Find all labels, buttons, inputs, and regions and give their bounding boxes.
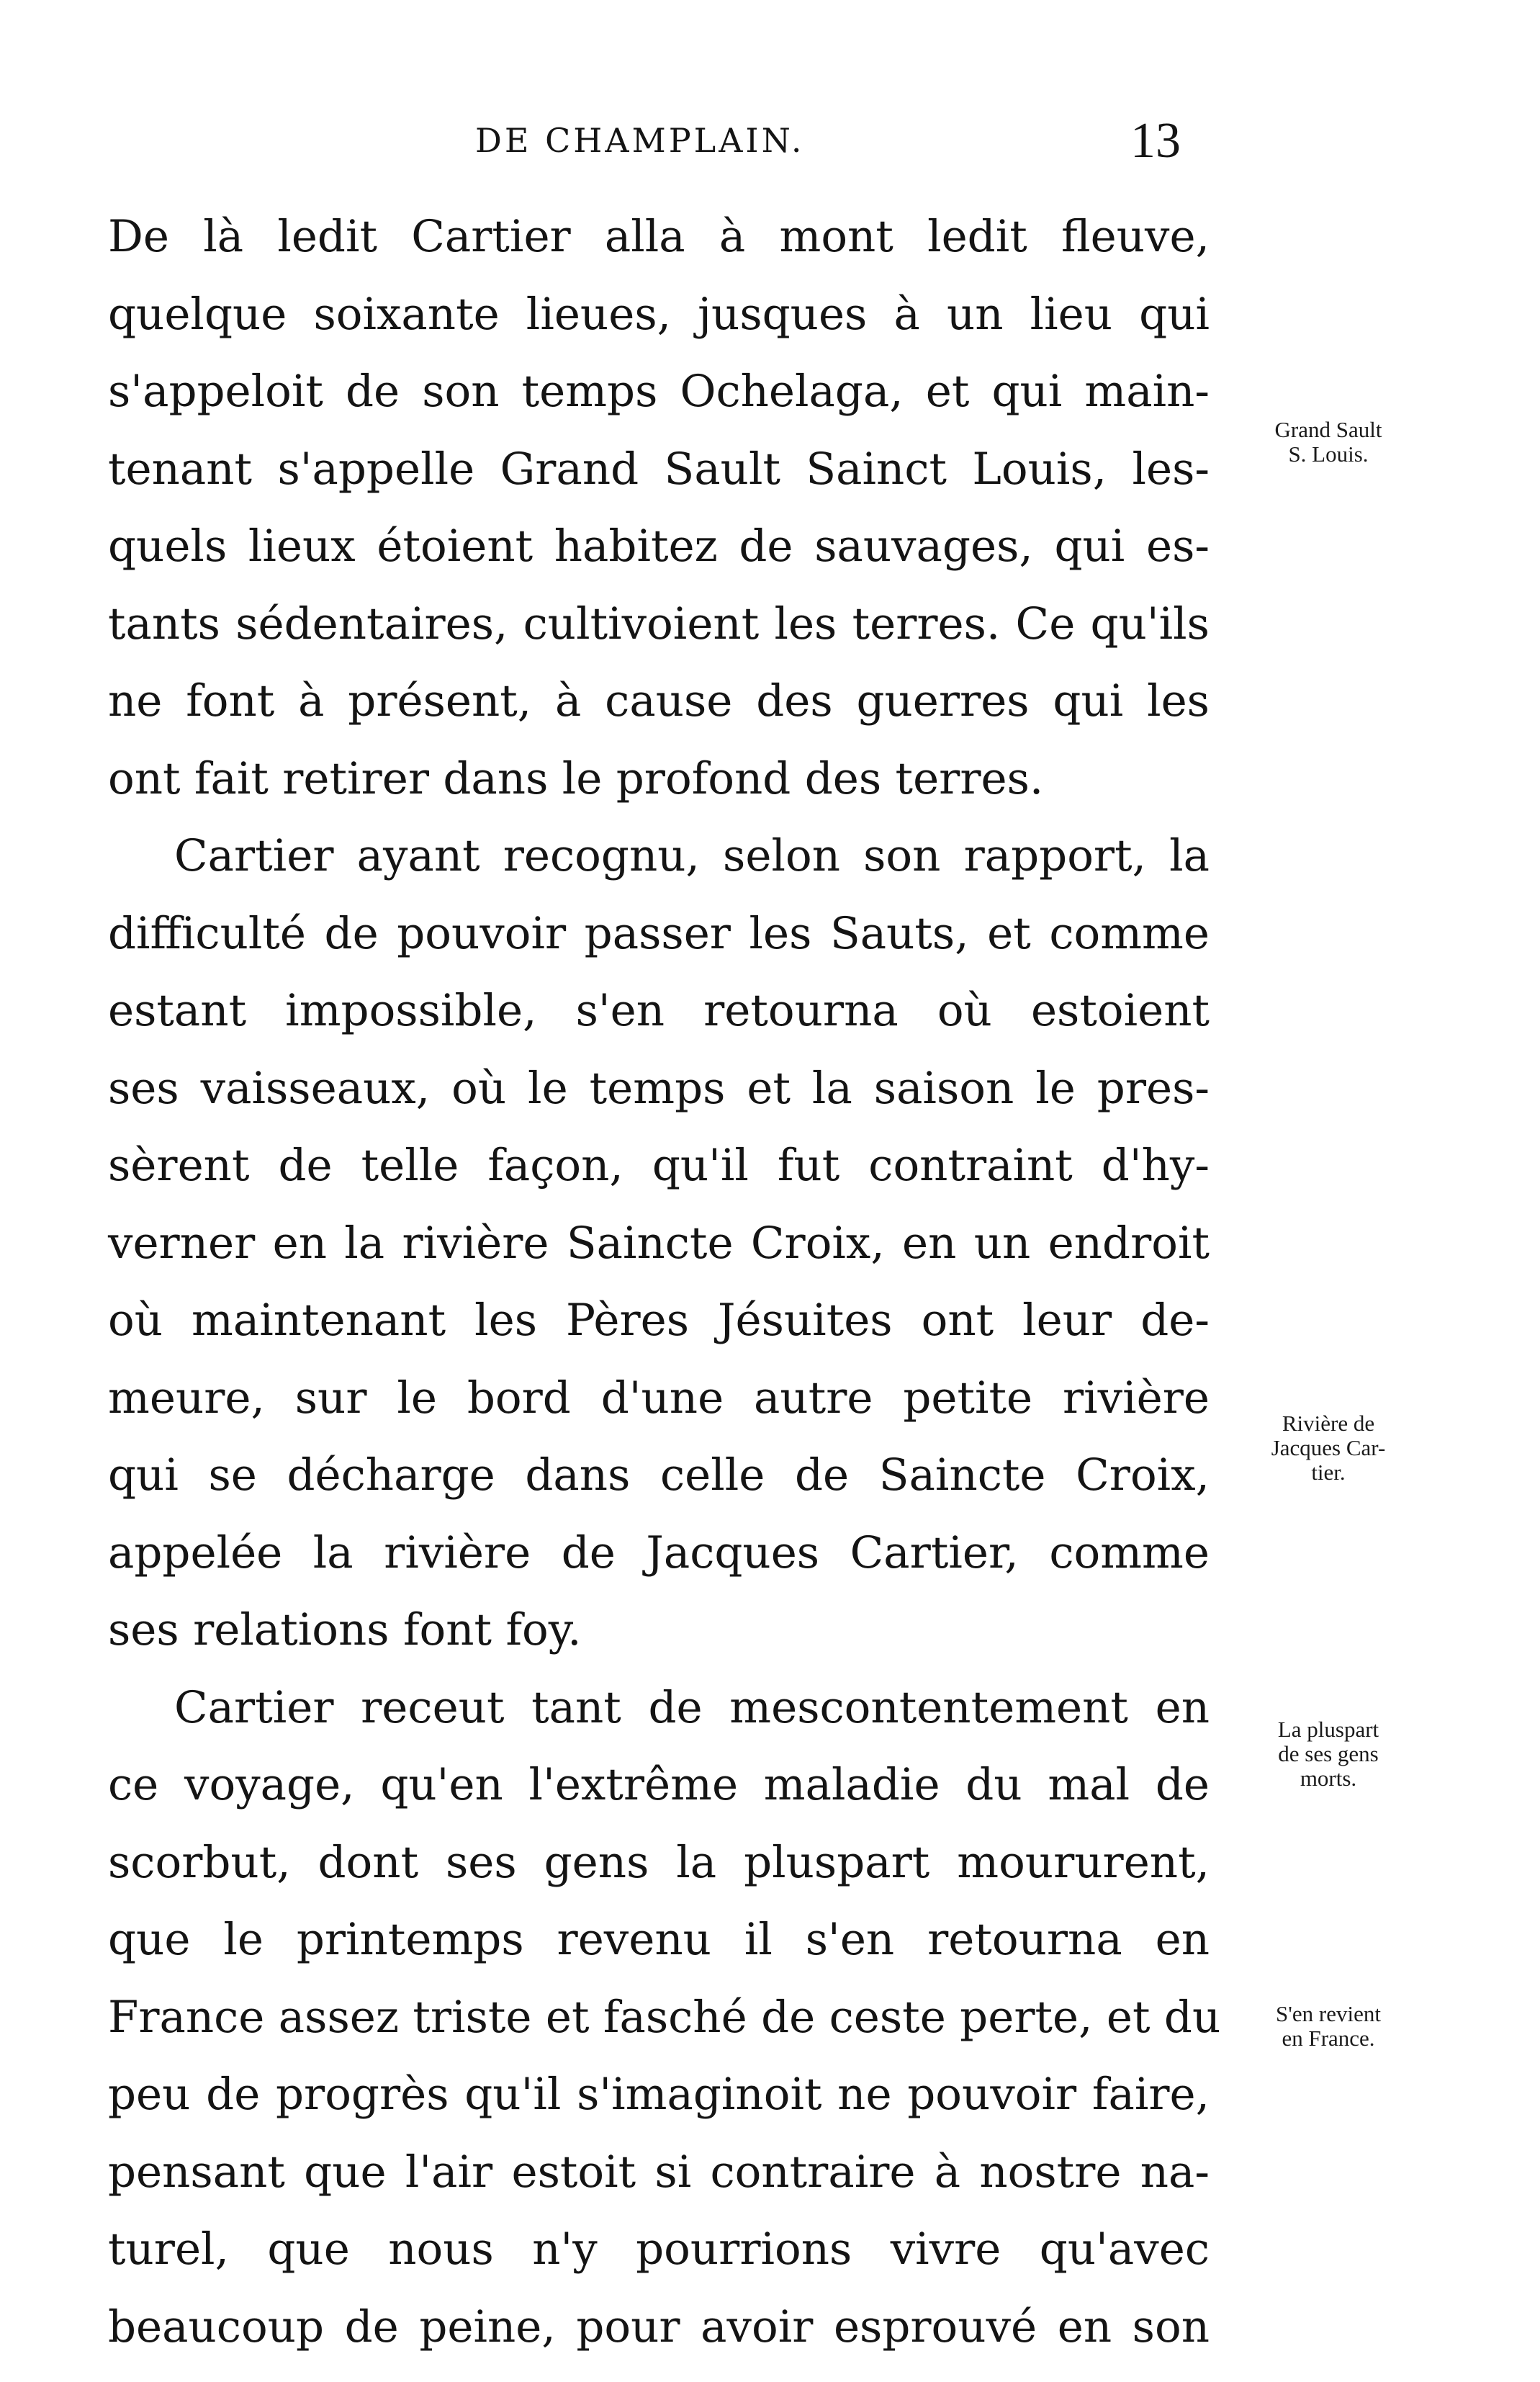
running-title: DE CHAMPLAIN. bbox=[475, 121, 805, 160]
text-line: difficulté de pouvoir passer les Sauts, et comme bbox=[108, 907, 1210, 959]
text-line: meure, sur le bord d'une autre petite rivière bbox=[108, 1372, 1210, 1424]
text-line: s'appeloit de son temps Ochelaga, et qui main- bbox=[108, 366, 1210, 417]
margin-note-revient-en-france bbox=[1224, 2002, 1433, 2051]
text-line: où maintenant les Pères Jésuites ont leur de- bbox=[108, 1295, 1210, 1346]
text-line: verner en la rivière Saincte Croix, en un endroit bbox=[108, 1217, 1210, 1269]
margin-note-line: en France. bbox=[1282, 2026, 1375, 2051]
margin-note-line: S. Louis. bbox=[1288, 441, 1369, 467]
text-line: scorbut, dont ses gens la pluspart moururent, bbox=[108, 1836, 1210, 1888]
text-line: quels lieux étoient habitez de sauvages, qui es- bbox=[108, 521, 1210, 572]
page-number: 13 bbox=[1130, 113, 1181, 168]
text-line: Cartier ayant recognu, selon son rapport, la bbox=[174, 830, 1210, 881]
margin-note-grand-sault bbox=[1224, 418, 1433, 467]
text-line: pensant que l'air estoit si contraire à nostre na- bbox=[108, 2146, 1210, 2198]
text-line: qui se décharge dans celle de Saincte Croix, bbox=[108, 1450, 1210, 1501]
text-line: que le printemps revenu il s'en retourna en bbox=[108, 1914, 1210, 1965]
paragraph bbox=[108, 817, 1210, 1669]
margin-note-line: S'en revient bbox=[1276, 2001, 1381, 2026]
text-line: peu de progrès qu'il s'imaginoit ne pouvoir faire, bbox=[108, 2069, 1210, 2120]
margin-note-line: La pluspart bbox=[1277, 1717, 1379, 1742]
paragraph bbox=[108, 198, 1210, 817]
text-line: De là ledit Cartier alla à mont ledit fleuve, bbox=[108, 211, 1210, 262]
text-line: ses vaisseaux, où le temps et la saison le pres- bbox=[108, 1062, 1210, 1114]
text-line: sèrent de telle façon, qu'il fut contraint d'hy- bbox=[108, 1140, 1210, 1191]
margin-note-riviere-jacques-cartier bbox=[1224, 1411, 1433, 1485]
text-line: ont fait retirer dans le profond des terres. bbox=[108, 752, 1044, 804]
margin-note-line: de ses gens bbox=[1278, 1741, 1379, 1766]
paragraph bbox=[108, 1669, 1221, 2366]
margin-note-line: morts. bbox=[1300, 1766, 1357, 1791]
margin-note-line: Jacques Car- bbox=[1271, 1435, 1386, 1460]
text-line: tenant s'appelle Grand Sault Sainct Louis, les- bbox=[108, 443, 1210, 495]
text-line: France assez triste et fasché de ceste perte, et du bbox=[108, 1991, 1221, 2043]
text-line: ce voyage, qu'en l'extrême maladie du mal de bbox=[108, 1759, 1210, 1810]
main-text bbox=[108, 198, 1221, 2365]
margin-note-line: tier. bbox=[1311, 1460, 1346, 1485]
margin-note-line: Grand Sault bbox=[1274, 417, 1382, 442]
text-line: ne font à présent, à cause des guerres qui les bbox=[108, 675, 1210, 727]
text-line: turel, que nous n'y pourrions vivre qu'avec bbox=[108, 2224, 1210, 2275]
text-line: ses relations font foy. bbox=[108, 1604, 582, 1655]
text-line: appelée la rivière de Jacques Cartier, comme bbox=[108, 1527, 1210, 1578]
text-line: estant impossible, s'en retourna où estoient bbox=[108, 985, 1210, 1036]
text-line: beaucoup de peine, pour avoir esprouvé en son bbox=[108, 2301, 1210, 2352]
page-header bbox=[0, 112, 1540, 170]
text-line: tants sédentaires, cultivoient les terres. Ce qu'ils bbox=[108, 598, 1210, 650]
text-line: Cartier receut tant de mescontentement en bbox=[174, 1681, 1210, 1733]
margin-note-line: Rivière de bbox=[1282, 1411, 1375, 1436]
margin-note-gens-morts bbox=[1224, 1717, 1433, 1791]
text-line: quelque soixante lieues, jusques à un lieu qui bbox=[108, 288, 1210, 340]
